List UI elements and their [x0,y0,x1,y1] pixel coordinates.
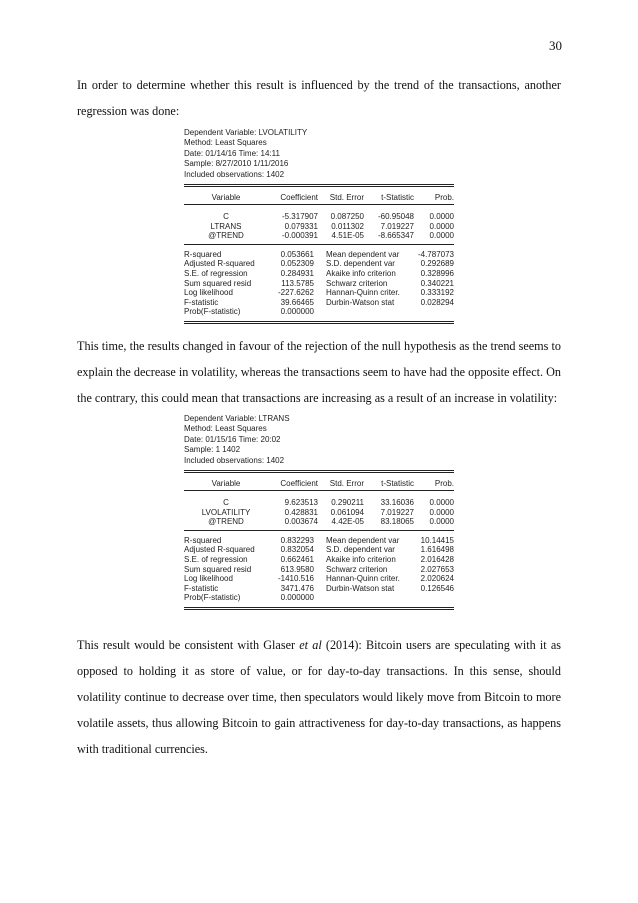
table-row [184,259,454,269]
stat-value: 0.053661 [280,249,314,259]
method-line: Method: Least Squares [184,138,267,148]
table-row [184,584,454,594]
table-cell: C [223,497,229,507]
stat-label: F-statistic [184,583,219,593]
date-line: Date: 01/15/16 Time: 20:02 [184,434,281,444]
table-cell: C [223,211,229,221]
stat-label: R-squared [184,535,222,545]
table-row [184,517,454,530]
stat-value: -227.6262 [277,288,314,298]
stat-label: Schwarz criterion [326,278,388,288]
paragraph-final [77,632,561,762]
method-line: Method: Least Squares [184,424,267,434]
statistics-table [184,244,454,324]
stat-label: S.E. of regression [184,554,248,564]
table-cell: 4.51E-05 [331,231,364,241]
stat-value: 0.126546 [420,583,454,593]
stat-label: Mean dependent var [326,535,400,545]
table-cell: 33.16036 [380,497,414,507]
table-row [184,565,454,575]
statistics-table [184,530,454,610]
table-row [184,530,454,545]
stat-value: 0.284931 [280,268,314,278]
stat-value: 0.052309 [280,259,314,269]
table-cell: LTRANS [210,221,242,231]
table-cell: 0.061094 [330,507,364,517]
column-header: Std. Error [329,193,364,203]
table-cell: 7.019227 [380,221,414,231]
stat-label: Prob(F-statistic) [184,307,241,317]
stat-label: Adjusted R-squared [184,259,255,269]
stat-label: Durbin-Watson stat [326,297,395,307]
stat-label: S.E. of regression [184,268,248,278]
stat-value: 0.340221 [420,278,454,288]
table-cell: @TREND [208,231,244,241]
stat-label: Sum squared resid [184,278,252,288]
observations-line: Included observations: 1402 [184,455,285,465]
final-text-italic: et al [299,638,322,652]
stat-label: Akaike info criterion [326,268,396,278]
stat-label: F-statistic [184,297,219,307]
table-header-row [184,471,454,490]
table-row [184,269,454,279]
coefficient-table [184,470,454,530]
regression-output-1 [184,128,454,324]
table-cell: 0.0000 [429,231,454,241]
stat-value: 0.662461 [280,554,314,564]
stat-value: 0.832293 [280,535,314,545]
stat-value: 0.028294 [420,297,454,307]
table-cell: 0.0000 [429,221,454,231]
table-row [184,307,454,322]
stat-label: Mean dependent var [326,249,400,259]
table-row [184,593,454,608]
date-line: Date: 01/14/16 Time: 14:11 [184,148,280,158]
table-row [184,298,454,308]
observations-line: Included observations: 1402 [184,169,285,179]
table-row [184,204,454,221]
table-cell: 9.623513 [284,497,318,507]
table-row [184,231,454,244]
sample-line: Sample: 1 1402 [184,445,241,455]
table-row [184,222,454,232]
stat-label: Schwarz criterion [326,564,388,574]
stat-label: S.D. dependent var [326,259,395,269]
stat-value: 0.333192 [420,288,454,298]
stat-value: 113.5785 [281,278,314,288]
table-cell: 0.079331 [284,221,318,231]
table-cell: -60.95048 [377,211,414,221]
table-cell: 0.290211 [331,497,364,507]
table-row [184,574,454,584]
stat-value: -4.787073 [417,249,454,259]
regression-header [184,128,454,180]
stat-label: Adjusted R-squared [184,545,255,555]
paragraph-intro: In order to determine whether this result is influenced by the trend of the transactions, another regression was done: [77,78,561,118]
column-header: Prob. [434,479,454,489]
paragraph-middle: This time, the results changed in favour of the rejection of the null hypothesis as the trend seems to explain the decrease in volatility, whereas the transactions seem to have had the opposite effect. On the contrary, this could mean that transactions are increasing as a result of an increase in volatility: [77,339,561,405]
page-number: 30 [549,38,562,53]
table-cell: @TREND [208,517,244,527]
stat-label: Hannan-Quinn criter. [326,574,400,584]
table-header-row [184,185,454,204]
stat-value: 39.66465 [280,297,314,307]
table-cell: 0.0000 [429,517,454,527]
column-header: Prob. [434,193,454,203]
table-cell: LVOLATILITY [201,507,251,517]
stat-value: 0.000000 [280,593,314,603]
stat-label: R-squared [184,249,222,259]
column-header: t-Statistic [381,479,414,489]
table-cell: 0.011302 [331,221,364,231]
table-row [184,555,454,565]
stat-value: 2.020624 [420,574,454,584]
regression-output-2 [184,414,454,610]
column-header: Variable [211,193,241,203]
table-cell: 0.087250 [330,211,364,221]
dependent-variable-line: Dependent Variable: LTRANS [184,414,290,423]
table-cell: 0.0000 [429,497,454,507]
table-cell: 4.42E-05 [331,517,364,527]
sample-line: Sample: 8/27/2010 1/11/2016 [184,159,289,169]
column-header: Std. Error [329,479,364,489]
stat-label: Prob(F-statistic) [184,593,241,603]
table-cell: -8.665347 [377,231,414,241]
table-cell: 0.428831 [284,507,318,517]
stat-value: -1410.516 [277,574,314,584]
column-header: Coefficient [280,193,318,203]
column-header: Variable [211,479,241,489]
stat-value: 2.016428 [420,554,454,564]
stat-value: 0.292689 [420,259,454,269]
column-header: t-Statistic [381,193,414,203]
table-row [184,508,454,518]
final-text-start: This result would be consistent with Glaser [77,638,300,652]
table-row [184,288,454,298]
column-header: Coefficient [280,479,318,489]
stat-label: Log likelihood [184,288,233,298]
table-cell: -5.317907 [281,211,318,221]
stat-value: 3471.476 [280,583,314,593]
dependent-variable-line: Dependent Variable: LVOLATILITY [184,128,308,137]
final-text-end: (2014): Bitcoin users are speculating with it as opposed to holding it as store of value, or for day-to-day transactions. In this sense, should volatility continue to decrease over time, then speculators would likely move from Bitcoin to more volatile assets, thus allowing Bitcoin to gain attractiveness for day-to-day transactions, as happens with traditional currencies. [77,638,561,756]
stat-label: Akaike info criterion [326,554,396,564]
stat-label: Durbin-Watson stat [326,583,395,593]
stat-label: Log likelihood [184,574,233,584]
stat-value: 10.14415 [420,535,454,545]
stat-label: S.D. dependent var [326,545,395,555]
table-cell: 0.0000 [429,211,454,221]
table-cell: 0.003674 [284,517,318,527]
stat-label: Hannan-Quinn criter. [326,288,400,298]
stat-value: 0.328996 [420,268,454,278]
stat-value: 0.832054 [280,545,314,555]
stat-value: 1.616498 [420,545,454,555]
stat-value: 0.000000 [280,307,314,317]
table-row [184,279,454,289]
table-row [184,545,454,555]
table-cell: 7.019227 [380,507,414,517]
coefficient-table [184,184,454,244]
stat-label: Sum squared resid [184,564,252,574]
table-row [184,244,454,259]
table-cell: -0.000391 [281,231,318,241]
table-row [184,490,454,507]
regression-header [184,414,454,466]
table-cell: 83.18065 [380,517,414,527]
table-cell: 0.0000 [429,507,454,517]
stat-value: 2.027653 [420,564,454,574]
stat-value: 613.9580 [280,564,314,574]
